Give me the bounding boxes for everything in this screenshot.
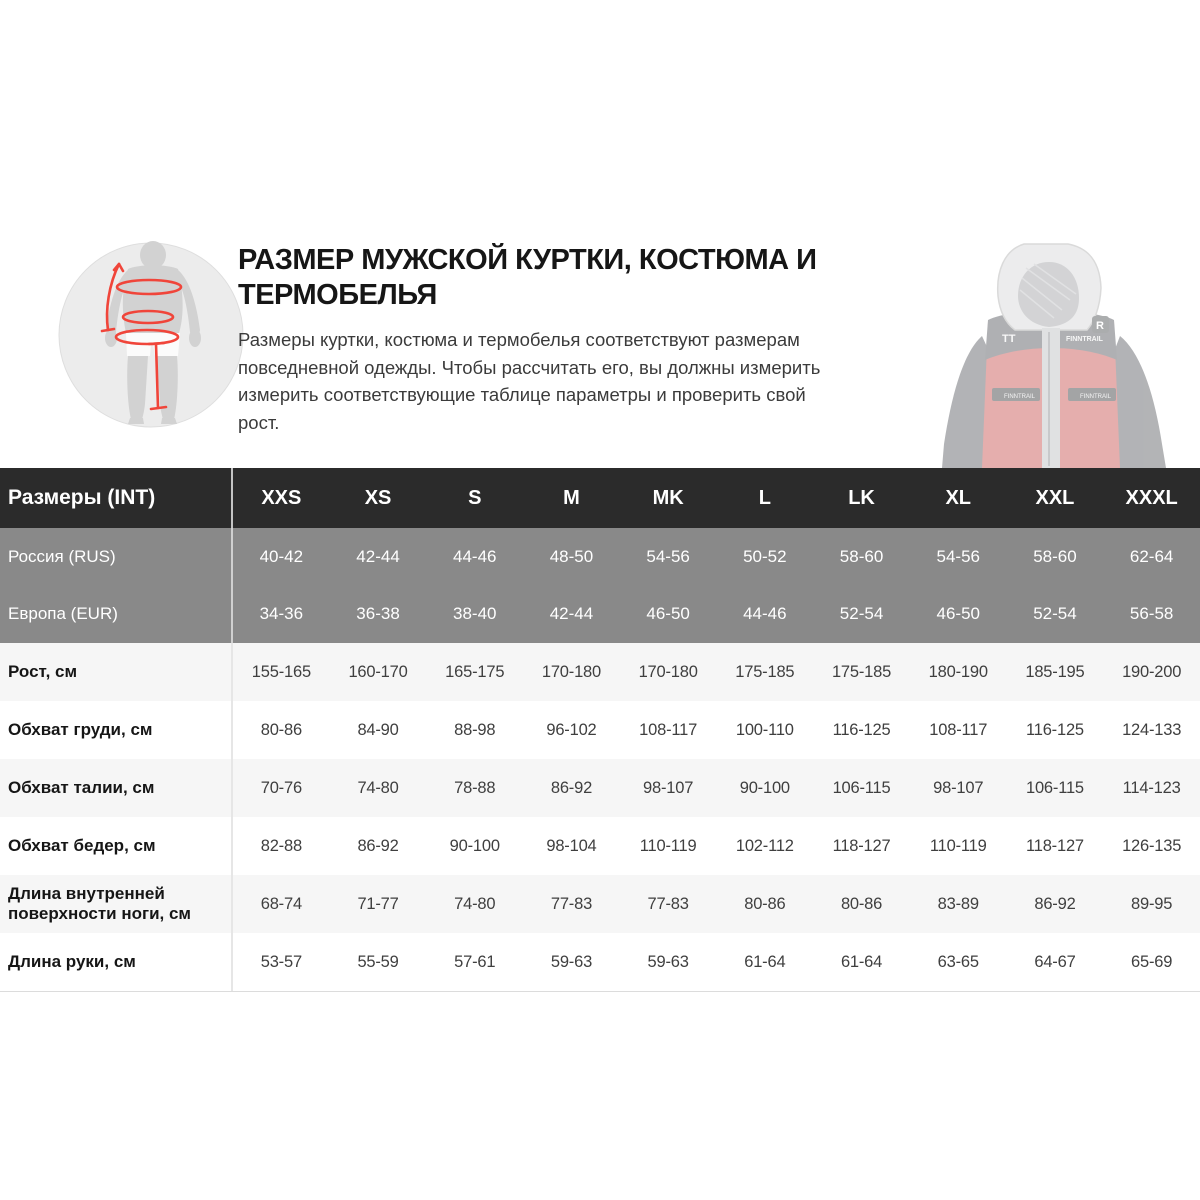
description-line: Размеры куртки, костюма и термобелья соответствуют размерам: [238, 329, 800, 350]
size-column-header: XXS: [261, 486, 302, 509]
size-column-header: L: [758, 486, 771, 509]
size-value-cell: 50-52: [743, 546, 787, 566]
size-value-cell: 175-185: [735, 662, 795, 681]
row-label: Россия (RUS): [0, 528, 233, 586]
row-label: Длина внутренней поверхности ноги, см: [0, 875, 233, 933]
jacket-brand-text: FINNTRAIL: [1066, 336, 1103, 343]
size-value-cell: 100-110: [735, 720, 794, 739]
size-value-cell: 58-60: [839, 546, 884, 566]
size-column-header: XS: [364, 486, 392, 509]
size-value-cell: 59-63: [550, 952, 593, 971]
page-title-line-2: ТЕРМОБЕЛЬЯ: [238, 279, 437, 311]
size-value-cell: 54-56: [936, 546, 980, 566]
size-value-cell: 124-133: [1122, 720, 1182, 739]
size-column-header: XL: [945, 486, 972, 509]
size-value-cell: 44-46: [453, 546, 497, 566]
page-description: [238, 326, 938, 436]
size-value-cell: 57-61: [454, 952, 496, 971]
size-value-cell: 44-46: [743, 604, 787, 624]
jacket-strap-brand-text: FINNTRAIL: [1004, 394, 1036, 400]
size-value-cell: 108-117: [639, 720, 698, 739]
size-value-cell: 118-127: [832, 836, 891, 855]
size-value-cell: 42-44: [356, 546, 400, 566]
size-value-cell: 63-65: [937, 952, 979, 971]
size-value-cell: 110-119: [929, 836, 987, 855]
size-value-cell: 96-102: [546, 720, 597, 739]
size-value-cell: 61-64: [840, 952, 883, 971]
jacket-photo: [930, 240, 1200, 468]
size-value-cell: 80-86: [744, 894, 786, 913]
body-measure-icon: [56, 240, 246, 430]
size-value-cell: 78-88: [454, 778, 496, 797]
size-value-cell: 82-88: [260, 836, 302, 855]
measure-row-4: [0, 875, 1200, 933]
row-label: Обхват бедер, см: [0, 817, 233, 875]
size-column-header: MK: [652, 486, 684, 509]
row-label: Обхват груди, см: [0, 701, 233, 759]
size-value-cell: 52-54: [839, 604, 884, 624]
size-value-cell: 46-50: [646, 604, 690, 624]
size-table: [0, 468, 1200, 992]
size-value-cell: 34-36: [259, 604, 304, 624]
size-value-cell: 53-57: [260, 952, 302, 971]
size-value-cell: 114-123: [1122, 778, 1181, 797]
size-value-cell: 98-107: [643, 778, 694, 797]
measure-row-2: [0, 759, 1200, 817]
size-value-cell: 160-170: [348, 662, 408, 681]
size-value-cell: 48-50: [549, 546, 594, 566]
size-column-header: LK: [848, 486, 875, 509]
size-value-cell: 86-92: [1034, 894, 1076, 913]
size-value-cell: 62-64: [1129, 546, 1174, 566]
size-value-cell: 170-180: [541, 662, 602, 681]
size-column-header: XXXL: [1125, 486, 1178, 509]
size-value-cell: 98-104: [546, 836, 597, 855]
size-value-cell: 83-89: [937, 894, 979, 913]
size-value-cell: 86-92: [550, 778, 593, 797]
size-value-cell: 68-74: [260, 894, 302, 913]
size-value-cell: 74-80: [454, 894, 496, 913]
size-value-cell: 80-86: [840, 894, 883, 913]
size-value-cell: 54-56: [646, 546, 690, 566]
size-value-cell: 90-100: [739, 778, 790, 797]
description-line: измерить соответствующие таблице параметры и проверить свой: [238, 384, 806, 405]
size-value-cell: 165-175: [445, 662, 505, 681]
size-value-cell: 59-63: [647, 952, 689, 971]
size-value-cell: 56-58: [1129, 604, 1174, 624]
size-value-cell: 175-185: [831, 662, 892, 681]
size-value-cell: 80-86: [260, 720, 302, 739]
row-label: Рост, см: [0, 643, 233, 701]
size-value-cell: 46-50: [936, 604, 980, 624]
measure-row-5: [0, 933, 1200, 991]
size-value-cell: 77-83: [550, 894, 593, 913]
measure-row-1: [0, 701, 1200, 759]
description-line: рост.: [238, 411, 280, 433]
page-title-line-1: РАЗМЕР МУЖСКОЙ КУРТКИ, КОСТЮМА И: [238, 244, 817, 276]
size-value-cell: 65-69: [1131, 952, 1173, 971]
size-value-cell: 64-67: [1034, 952, 1076, 971]
size-value-cell: 55-59: [357, 952, 399, 971]
size-value-cell: 98-107: [933, 778, 984, 797]
jacket-strap-brand-text: FINNTRAIL: [1080, 394, 1112, 400]
jacket-chest-mark: TT: [1002, 333, 1016, 345]
row-label: Обхват талии, см: [0, 759, 233, 817]
page-title: [238, 243, 998, 313]
size-column-header: XXL: [1035, 486, 1075, 509]
size-value-cell: 118-127: [1025, 836, 1084, 855]
jacket-image: [930, 240, 1200, 468]
table-header-row: [0, 468, 1200, 528]
size-value-cell: 110-119: [639, 836, 697, 855]
body-silhouette-illustration: [56, 240, 246, 430]
size-value-cell: 108-117: [929, 720, 988, 739]
size-value-cell: 102-112: [735, 836, 794, 855]
size-value-cell: 74-80: [357, 778, 399, 797]
size-value-cell: 106-115: [832, 778, 891, 797]
size-column-header: M: [563, 486, 580, 509]
size-value-cell: 126-135: [1122, 836, 1182, 855]
jacket-logo-letter: R: [1096, 320, 1104, 332]
size-value-cell: 38-40: [453, 604, 497, 624]
size-value-cell: 190-200: [1122, 662, 1182, 681]
size-value-cell: 71-77: [357, 894, 399, 913]
region-row-1: [0, 586, 1200, 644]
size-value-cell: 86-92: [357, 836, 399, 855]
size-value-cell: 70-76: [260, 778, 302, 797]
row-label: Длина руки, см: [0, 933, 233, 991]
size-value-cell: 84-90: [357, 720, 399, 739]
size-value-cell: 61-64: [744, 952, 786, 971]
region-row-0: [0, 528, 1200, 586]
size-value-cell: 185-195: [1025, 662, 1085, 681]
size-value-cell: 77-83: [647, 894, 689, 913]
measure-row-0: [0, 643, 1200, 701]
table-corner-label: Размеры (INT): [0, 468, 233, 528]
size-value-cell: 58-60: [1033, 546, 1077, 566]
size-value-cell: 116-125: [832, 720, 891, 739]
size-column-header: S: [468, 486, 482, 509]
description-line: повседневной одежды. Чтобы рассчитать его, вы должны измерить: [238, 356, 821, 378]
row-label: Европа (EUR): [0, 586, 233, 644]
size-value-cell: 52-54: [1033, 604, 1077, 624]
size-value-cell: 155-165: [251, 662, 311, 681]
size-value-cell: 180-190: [928, 662, 988, 681]
size-value-cell: 170-180: [638, 662, 698, 681]
size-value-cell: 88-98: [454, 720, 496, 739]
size-value-cell: 116-125: [1025, 720, 1084, 739]
size-value-cell: 36-38: [356, 604, 400, 624]
measure-row-3: [0, 817, 1200, 875]
size-value-cell: 90-100: [449, 836, 500, 855]
size-value-cell: 40-42: [259, 546, 304, 566]
size-value-cell: 106-115: [1025, 778, 1084, 797]
size-value-cell: 89-95: [1131, 894, 1173, 913]
size-value-cell: 42-44: [549, 604, 594, 624]
